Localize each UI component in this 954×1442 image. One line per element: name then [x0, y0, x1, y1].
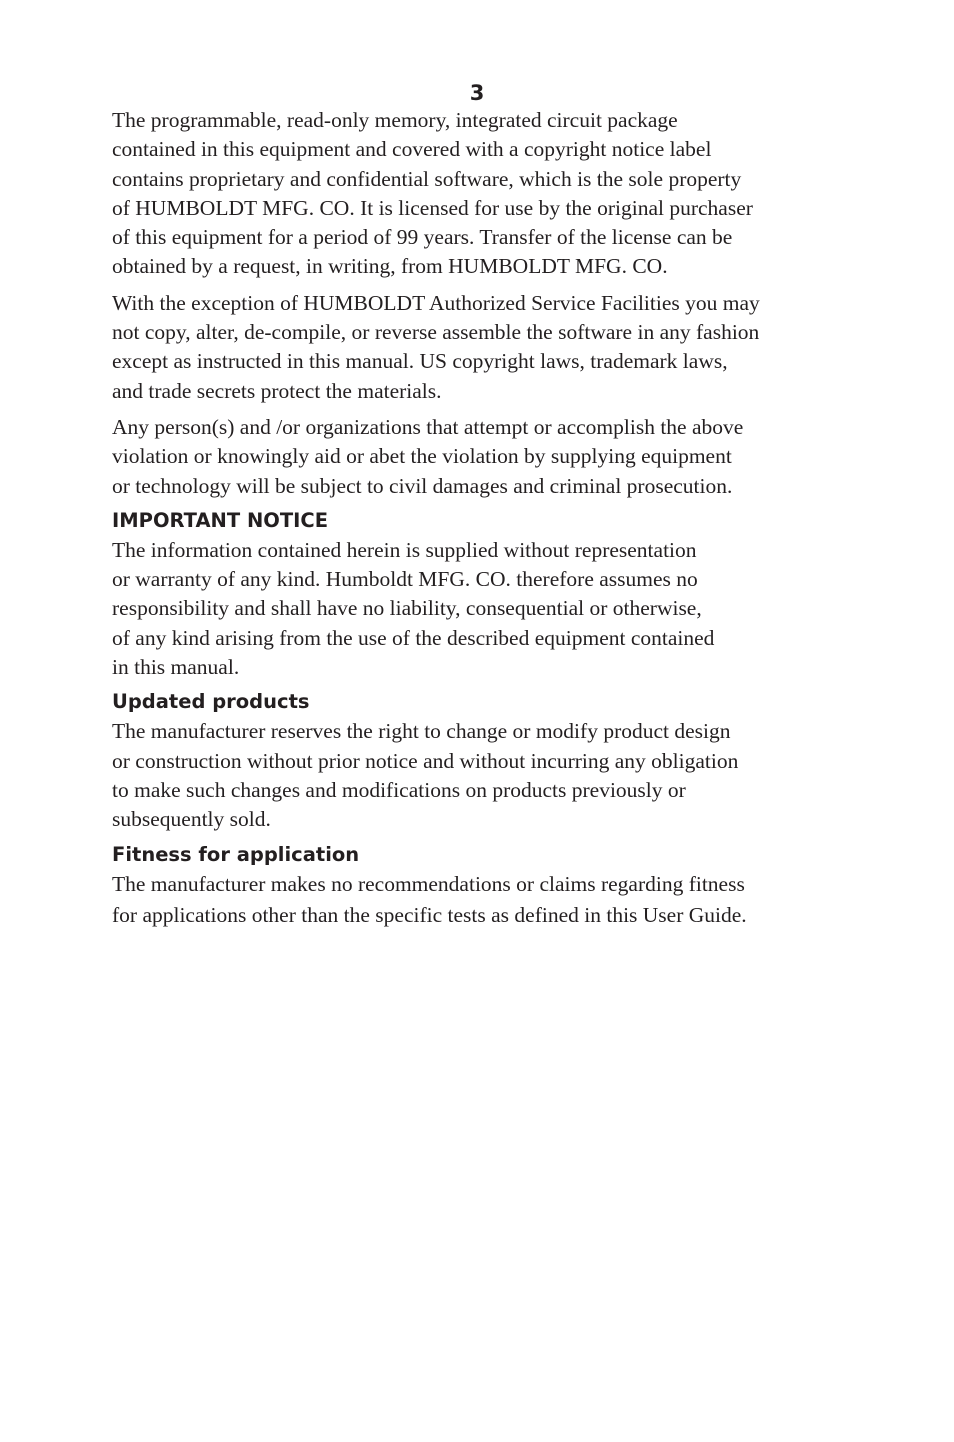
text-line: violation or knowingly aid or abet the violation by supplying equipment: [112, 444, 732, 469]
text-line: for applications other than the specific tests as defined in this User Guide.: [112, 902, 747, 927]
page-number: 3: [469, 81, 485, 105]
text-line: and trade secrets protect the materials.: [112, 378, 442, 403]
text-line: obtained by a request, in writing, from HUMBOLDT MFG. CO.: [112, 254, 668, 279]
text-line: The information contained herein is supplied without representation: [112, 537, 697, 562]
document-page: [112, 80, 852, 937]
text-line: to make such changes and modifications on products previously or: [112, 777, 686, 802]
updated-products-paragraph: [112, 717, 852, 834]
license-paragraph-1: [112, 106, 852, 282]
important-notice-heading: IMPORTANT NOTICE: [112, 508, 329, 532]
fitness-paragraph: [112, 870, 852, 931]
license-paragraph-3: [112, 413, 852, 501]
important-notice-paragraph: [112, 536, 852, 682]
updated-products-heading: Updated products: [112, 690, 310, 714]
text-line: contained in this equipment and covered with a copyright notice label: [112, 137, 712, 162]
license-paragraph-2: [112, 289, 852, 406]
text-line: subsequently sold.: [112, 807, 271, 832]
text-line: of this equipment for a period of 99 years. Transfer of the license can be: [112, 225, 733, 250]
text-line: responsibility and shall have no liability, consequential or otherwise,: [112, 596, 702, 621]
text-line: The programmable, read-only memory, integrated circuit package: [112, 108, 678, 132]
text-line: or technology will be subject to civil damages and criminal prosecution.: [112, 473, 733, 498]
text-line: The manufacturer makes no recommendations or claims regarding fitness: [112, 871, 745, 896]
text-line: of HUMBOLDT MFG. CO. It is licensed for use by the original purchaser: [112, 195, 753, 220]
text-line: except as instructed in this manual. US copyright laws, trademark laws,: [112, 349, 728, 374]
text-line: The manufacturer reserves the right to change or modify product design: [112, 719, 731, 744]
text-line: of any kind arising from the use of the described equipment contained: [112, 625, 715, 650]
text-line: contains proprietary and confidential software, which is the sole property: [112, 166, 742, 191]
text-line: in this manual.: [112, 655, 240, 680]
text-line: not copy, alter, de-compile, or reverse assemble the software in any fashion: [112, 320, 760, 345]
text-line: or warranty of any kind. Humboldt MFG. CO. therefore assumes no: [112, 567, 698, 592]
text-line: With the exception of HUMBOLDT Authorized Service Facilities you may: [112, 290, 760, 315]
text-line: or construction without prior notice and without incurring any obligation: [112, 748, 739, 773]
fitness-heading: Fitness for application: [112, 842, 360, 866]
text-line: Any person(s) and /or organizations that attempt or accomplish the above: [112, 414, 744, 439]
